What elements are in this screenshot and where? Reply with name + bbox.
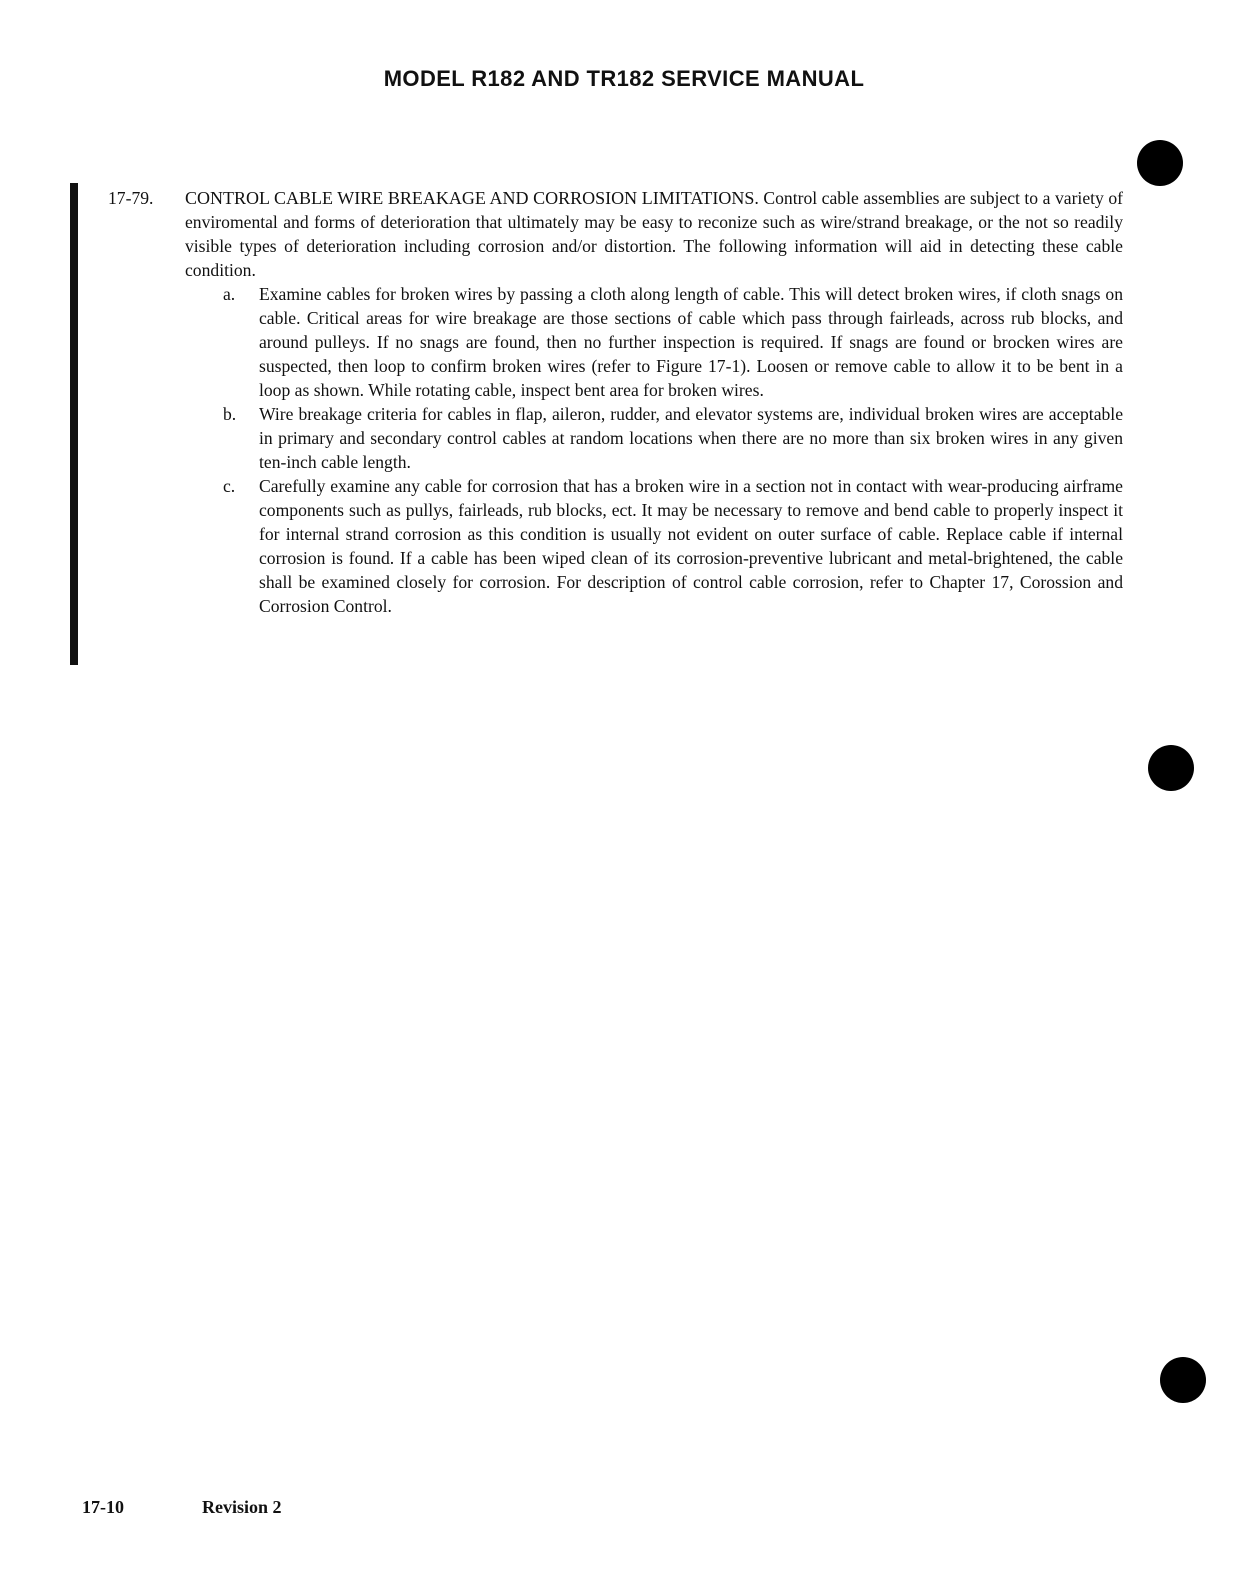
step-text: Carefully examine any cable for corrosion that has a broken wire in a section not in contact with wear-producing airframe components such as pullys, fairleads, rub blocks, ect. It may be necessary to remove and bend cable to properly inspect it for internal strand corrosion as this condition is usually not evident on outer surface of cable. Replace cable if internal corrosion is found. If a cable has been wiped clean of its corrosion-preventive lubricant and metal-brightened, the cable shall be examined closely for corrosion. For description of control cable corrosion, refer to Chapter 17, Corossion and Corrosion Control. <box>259 476 1123 616</box>
paragraph-body <box>185 186 1123 282</box>
section-17-79 <box>108 186 1123 618</box>
paragraph-number: 17-79. <box>108 188 154 208</box>
paragraph-title: CONTROL CABLE WIRE BREAKAGE AND CORROSION LIMITATIONS. <box>185 188 759 208</box>
inspection-steps <box>223 282 1123 618</box>
step-text: Examine cables for broken wires by passing a cloth along length of cable. This will detect broken wires, if cloth snags on cable. Critical areas for wire breakage are those sections of cable which pass through fairleads, across rub blocks, and around pulleys. If no snags are found, then no further inspection is required. If snags are found or brocken wires are suspected, then loop to confirm broken wires (refer to Figure 17-1). Loosen or remove cable to allow it to be bent in a loop as shown. While rotating cable, inspect bent area for broken wires. <box>259 284 1123 400</box>
page-number: 17-10 <box>82 1497 124 1517</box>
revision-label: Revision 2 <box>202 1497 282 1517</box>
revision-change-bar <box>70 183 78 665</box>
step-text: Wire breakage criteria for cables in flap, aileron, rudder, and elevator systems are, individual broken wires are acceptable in primary and secondary control cables at random locations when there are no more than six broken wires in any given ten-inch cable length. <box>259 404 1123 472</box>
binder-hole-bottom <box>1160 1357 1206 1403</box>
step-letter: b. <box>223 404 237 424</box>
step-b <box>223 402 1123 474</box>
step-letter: c. <box>223 476 236 496</box>
page-header: MODEL R182 AND TR182 SERVICE MANUAL <box>383 66 865 91</box>
binder-hole-top <box>1137 140 1183 186</box>
step-c <box>223 474 1123 618</box>
paragraph-intro: Control cable assemblies are subject to a variety of enviromental and forms of deterioration that ultimately may be easy to reconize such as wire/strand breakage, or the not so readily visible types of deterioration including corrosion and/or distortion. The following information will aid in detecting these cable condition. <box>185 188 1124 280</box>
step-letter: a. <box>223 284 236 304</box>
step-a <box>223 282 1123 402</box>
binder-hole-middle <box>1148 745 1194 791</box>
